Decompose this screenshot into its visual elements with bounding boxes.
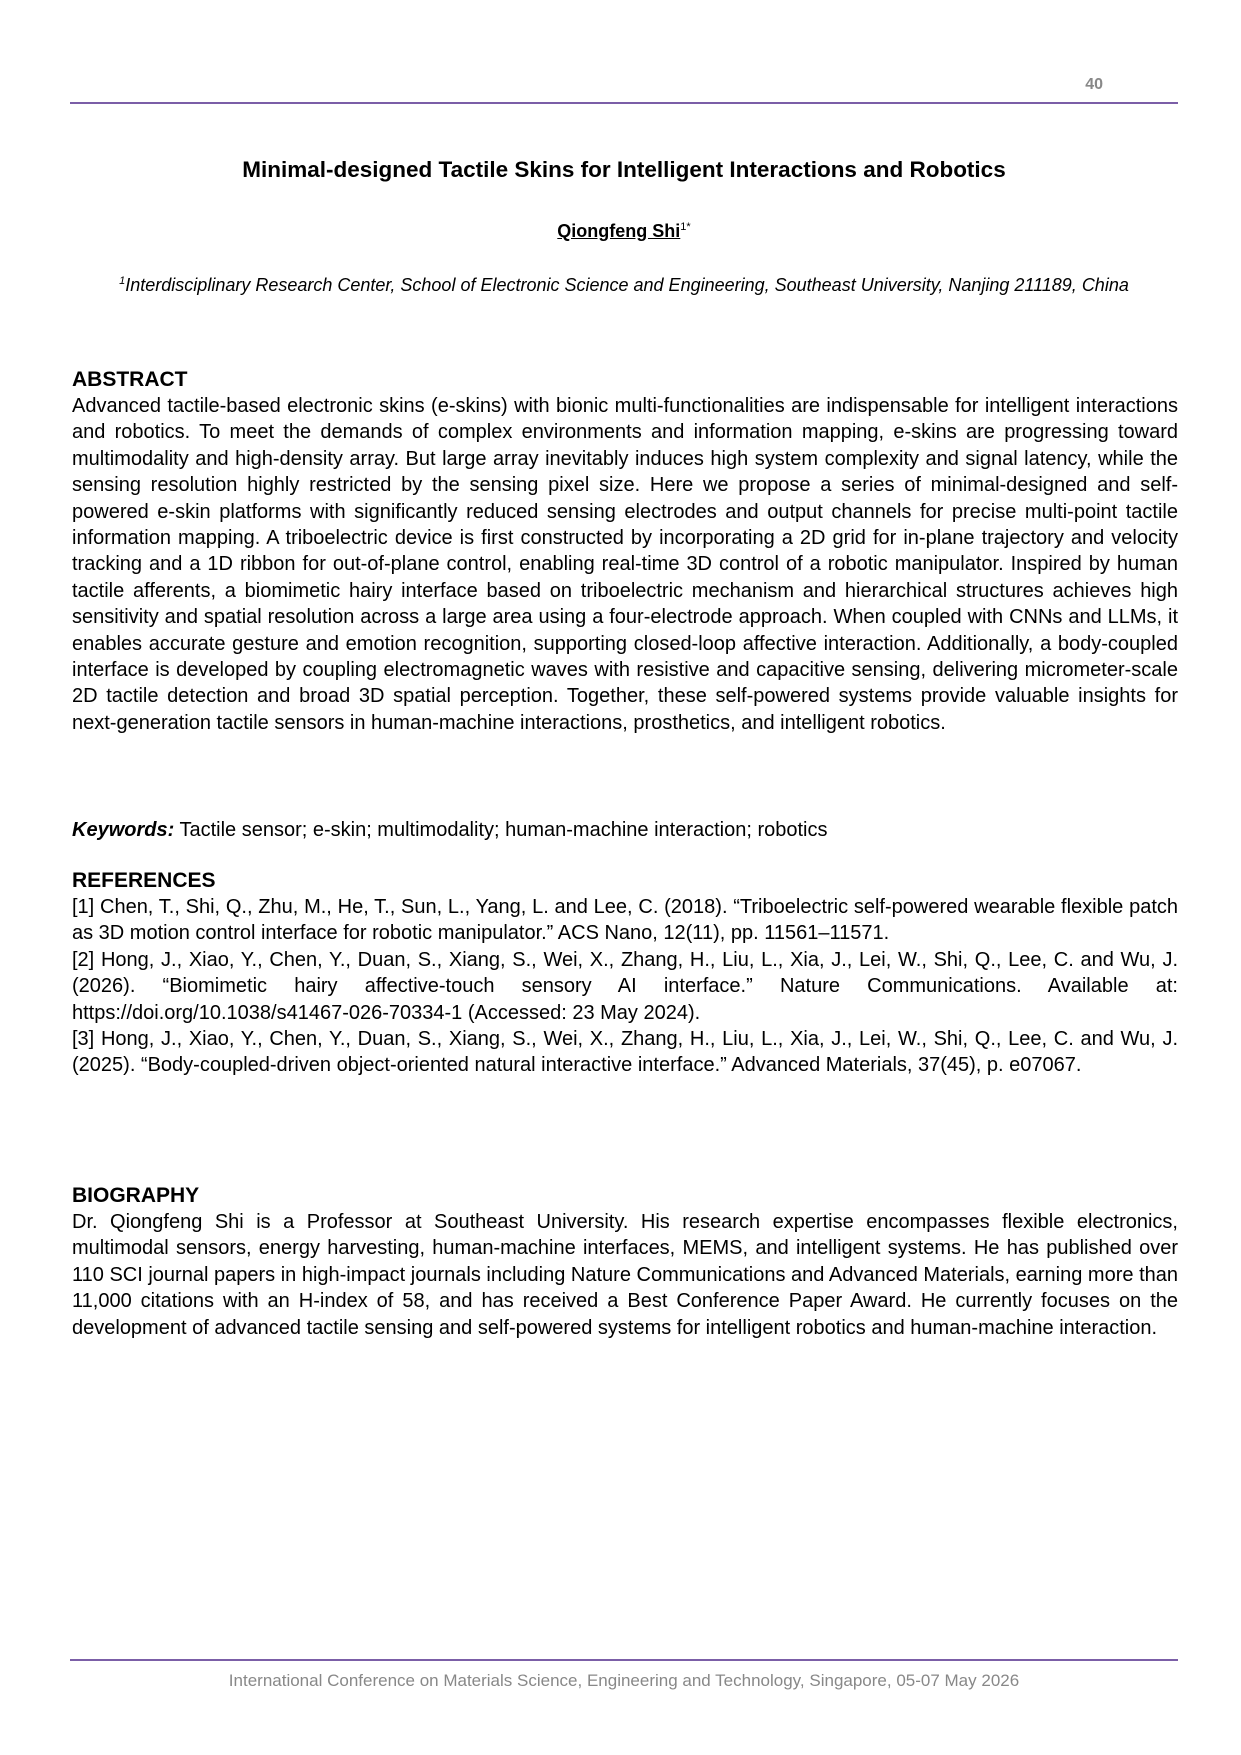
keywords-text: Tactile sensor; e-skin; multimodality; human-machine interaction; robotics (179, 819, 828, 841)
reference-item: [1] Chen, T., Shi, Q., Zhu, M., He, T., Sun, L., Yang, L. and Lee, C. (2018). “Triboelectric self-powered wearable flexible patch as 3D motion control interface for robotic manipulator.” ACS Nano, 12(11), pp. 11561–11571. (72, 896, 1178, 945)
biography-section (72, 1183, 1178, 1341)
affiliation-text: Interdisciplinary Research Center, School of Electronic Science and Engineering, Southeast University, Nanjing 211189, China (125, 275, 1129, 295)
biography-heading: BIOGRAPHY (72, 1184, 200, 1207)
abstract-text: Advanced tactile-based electronic skins (e-skins) with bionic multi-functionalities are indispensable for intelligent interactions and robotics. To meet the demands of complex environments and information mapping, e-skins are progressing toward multimodality and high-density array. But large array inevitably induces high system complexity and signal latency, while the sensing resolution highly restricted by the sensing pixel size. Here we propose a series of minimal-designed and self-powered e-skin platforms with significantly reduced sensing electrodes and output channels for precise multi-point tactile information mapping. A triboelectric device is first constructed by incorporating a 2D grid for in-plane trajectory and velocity tracking and a 1D ribbon for out-of-plane control, enabling real-time 3D control of a robotic manipulator. Inspired by human tactile afferents, a biomimetic hairy interface based on triboelectric mechanism and hierarchical structures achieves high sensitivity and spatial resolution across a large area using a four-electrode approach. When coupled with CNNs and LLMs, it enables accurate gesture and emotion recognition, supporting closed-loop affective interaction. Additionally, a body-coupled interface is developed by coupling electromagnetic waves with resistive and capacitive sensing, delivering micrometer-scale 2D tactile detection and broad 3D spatial perception. Together, these self-powered systems provide valuable insights for next-generation tactile sensors in human-machine interactions, prosthetics, and intelligent robotics. (72, 395, 1178, 734)
keywords-section (72, 817, 1178, 843)
footer-rule (70, 1659, 1178, 1661)
biography-text: Dr. Qiongfeng Shi is a Professor at Southeast University. His research expertise encompasses flexible electronics, multimodal sensors, energy harvesting, human-machine interfaces, MEMS, and intelligent systems. He has published over 110 SCI journal papers in high-impact journals including Nature Communications and Advanced Materials, earning more than 11,000 citations with an H-index of 58, and has received a Best Conference Paper Award. He currently focuses on the development of advanced tactile sensing and self-powered systems for intelligent robotics and human-machine interaction. (72, 1211, 1178, 1339)
references-section (72, 868, 1178, 1079)
header-rule (70, 102, 1178, 104)
footer-text: International Conference on Materials Science, Engineering and Technology, Singapore, 05-07 May 2026 (228, 1671, 1020, 1690)
reference-item: [3] Hong, J., Xiao, Y., Chen, Y., Duan, S., Xiang, S., Wei, X., Zhang, H., Liu, L., Xia, J., Lei, W., Shi, Q., Lee, C. and Wu, J. (2025). “Body-coupled-driven object-oriented natural interactive interface.” Advanced Materials, 37(45), p. e07067. (72, 1028, 1178, 1077)
reference-item: [2] Hong, J., Xiao, Y., Chen, Y., Duan, S., Xiang, S., Wei, X., Zhang, H., Liu, L., Xia, J., Lei, W., Shi, Q., Lee, C. and Wu, J. (2026). “Biomimetic hairy affective-touch sensory AI interface.” Nature Communications. Available at: https://doi.org/10.1038/s41467-026-70334-1 (Accessed: 23 May 2024). (72, 948, 1178, 1024)
keywords-label: Keywords: (72, 819, 175, 841)
affiliation-marker: 1 (119, 275, 126, 287)
author-line (70, 221, 1178, 242)
page-number: 40 (1085, 76, 1103, 93)
affiliation (90, 269, 1158, 297)
references-heading: REFERENCES (72, 869, 216, 892)
abstract-heading: ABSTRACT (72, 368, 188, 391)
author-name: Qiongfeng Shi (557, 221, 681, 241)
paper-title: Minimal-designed Tactile Skins for Intelligent Interactions and Robotics (242, 157, 1006, 183)
author-marker: 1* (680, 221, 691, 233)
abstract-section (72, 367, 1178, 736)
